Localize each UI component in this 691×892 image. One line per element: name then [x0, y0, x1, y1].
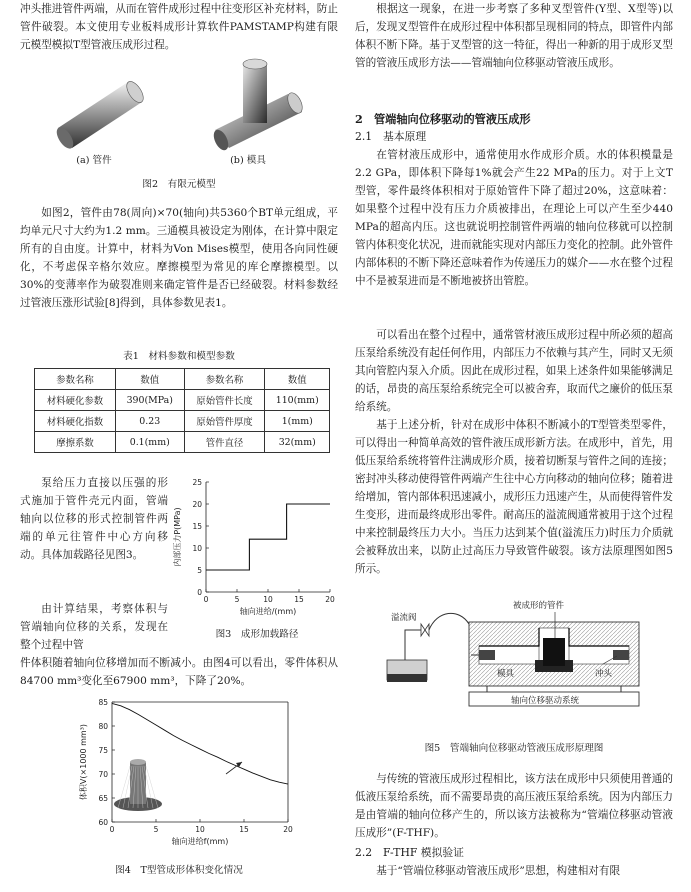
y-tick-label: 15	[192, 522, 202, 531]
x-tick-label: 15	[294, 595, 304, 604]
y-tick-label: 0	[197, 588, 202, 597]
validation-paragraph: 基于“管端位移驱动管液压成形”思想，构建相对有限	[376, 865, 621, 877]
fig3-chart	[170, 474, 338, 616]
fig5-label-valve: 溢流阀	[391, 613, 417, 623]
fig2-caption: 图2 有限元模型	[142, 179, 216, 190]
y-x-tube-paragraph: 根据这一现象，在进一步考察了多种叉型管件(Y型、X型等)以后，发现叉型管件在成形过程中体积都呈现相同的特点，即管件内部体积不断下降。基于叉型管的这一特征，得出一种新的用于成形叉型管的管液压成形方法——管端轴向位移驱动管液压成形。	[355, 3, 673, 69]
table-row	[35, 411, 330, 432]
table-cell: 材料硬化指数	[35, 411, 116, 432]
y-tick-label: 75	[98, 746, 108, 755]
series-line	[206, 504, 330, 570]
table-cell: 管件直径	[184, 432, 265, 453]
x-tick-label: 15	[239, 825, 249, 834]
fthf-paragraph: 与传统的管液压成形过程相比，该方法在成形中只须使用普通的低液压泵给系统，而不需要昂贵的高压液压泵给系统。因为内部压力是由管端的轴向位移产生的，所以该方法被称为“管端位移驱动管液压成形”(F-THF)。	[355, 773, 673, 839]
mesh-top	[130, 759, 146, 765]
table-cell: 0.1(mm)	[115, 432, 184, 453]
fig5-schematic	[385, 598, 655, 732]
y-axis-label: 体积V(×1000 mm³)	[79, 723, 88, 801]
y-tick-label: 5	[197, 566, 202, 575]
fig5-label-die: 模具	[497, 669, 515, 679]
fig5-caption: 图5 管端轴向位移驱动管液压成形原理图	[424, 743, 604, 754]
x-tick-label: 5	[153, 825, 159, 834]
table-cell: 0.23	[115, 411, 184, 432]
table-header-row	[35, 369, 330, 390]
material-table	[34, 368, 330, 453]
section-2-1-heading: 2.1 基本原理	[355, 130, 427, 143]
result-paragraph-start: 由计算结果，考察体积与管端轴向位移的关系，发现在整个过程中管	[20, 603, 168, 651]
fig4-caption: 图4 T型管成形体积变化情况	[115, 865, 243, 876]
x-tick-label: 0	[109, 825, 115, 834]
x-tick-label: 10	[195, 825, 205, 834]
y-tick-label: 80	[98, 722, 108, 731]
table1-caption: 表1 材料参数和模型参数	[123, 351, 235, 362]
x-tick-label: 10	[263, 595, 273, 604]
table-cell: 32(mm)	[265, 432, 330, 453]
result-paragraph-end: 件体积随着轴向位移增加而不断减小。由图4可以看出，零件体积从84700 mm³变化至67900 mm³，下降了20%。	[20, 657, 338, 687]
x-tick-label: 0	[203, 595, 209, 604]
reservoir	[387, 660, 427, 682]
method-paragraph: 基于上述分析，针对在成形中体积不断减小的T型管类型零件，可以得出一种简单高效的管件液压成形新方法。在成形中，首先，用低压泵给系统将管件注满成形介质，接着切断泵与管件之间的连接；密封冲头移动使得管件两端产生往中心方向移动的轴向位移；随着进给增加，管内部体积迅速减小，成形压力迅速产生，从而使得管件发生变形，进而最终成形出零件。耐高压的溢流阀通常被用于这个过程中来控制最终压力大小。当压力达到某个值(溢流压力)时压力介质就会被释放出来，以防止过高压力导致管件破裂。该方法原理图如图5所示。	[355, 419, 673, 575]
table-header-cell: 数值	[265, 369, 330, 390]
fig2b-label: (b) 模具	[230, 155, 266, 166]
principle-paragraph: 在管材液压成形中，通常使用水作成形介质。水的体积模量是2.2 GPa，即体积下降每1%就会产生22 MPa的压力。对于上文T型管，零件最终体积相对于原始管件下降了超过20%，这意味着：如果整个过程中没有压力介质被排出，在理论上可以产生至少440 MPa的超高内压。这也就说明控制管件两端的轴向位移就可以控制管内体积变化状况，进而就能实现对内部压力变化的控制。此外管件内部体积的不断下降还意味着作为传递压力的媒介——水在整个过程中不是被泵进而是不断地被挤出管腔。	[355, 149, 673, 287]
table-cell: 110(mm)	[265, 390, 330, 411]
fig3-caption: 图3 成形加载路径	[215, 629, 299, 640]
pump-paragraph: 可以看出在整个过程中，通常管材液压成形过程中所必须的超高压泵给系统没有起任何作用，内部压力不依赖与其产生，同时又无须其向管腔内泵入介质。因此在成形过程，如果上述条件如果能够满足的话，昂贵的高压泵给系统完全可以被舍弃，取而代之廉价的低压泵给系统。	[355, 329, 673, 413]
y-tick-label: 70	[98, 770, 108, 779]
die-model	[211, 59, 305, 153]
y-axis-label: 内部压力P(MPa)	[173, 507, 182, 567]
x-tick-label: 5	[234, 595, 240, 604]
table-header-cell: 数值	[115, 369, 184, 390]
intro-paragraph: 冲头推进管件两端，从而在管件成形过程中往变形区补充材料，防止管件破裂。本文使用专业板料成形计算软件PAMSTAMP构建有限元模型模拟T型管液压成形过程。	[20, 3, 338, 51]
x-tick-label: 20	[283, 825, 293, 834]
y-tick-label: 65	[98, 794, 108, 803]
table-cell: 原始管件厚度	[184, 411, 265, 432]
table-cell: 原始管件长度	[184, 390, 265, 411]
table-row	[35, 390, 330, 411]
y-tick-label: 10	[192, 544, 202, 553]
x-axis-label: 轴向进给/(mm)	[239, 607, 297, 616]
y-tick-label: 85	[98, 698, 108, 707]
fig5-label-drive: 轴向位移驱动系统	[511, 696, 580, 706]
section-2-2-heading: 2.2 F-THF 模拟验证	[355, 846, 464, 859]
tube-model	[53, 79, 146, 152]
section-2-heading: 2 管端轴向位移驱动的管液压成形	[355, 112, 531, 126]
load-path-paragraph: 泵给压力直接以压强的形式施加于管件壳元内面，管端轴向以位移的形式控制管件两端的单元往管件中心方向移动。具体加载路径见图3。	[20, 477, 168, 561]
table-row	[35, 432, 330, 453]
fig4-chart	[76, 696, 298, 856]
fe-model-paragraph: 如图2，管件由78(周向)×70(轴向)共5360个BT单元组成，平均单元尺寸大约为1.2 mm。三通模具被设定为刚体，在计算中限定所有的自由度。计算中，材料为Von Mises模型，使用各向同性硬化，不考虑保辛格尔效应。摩擦模型为常见的库仑摩擦模型。以30%的变薄率作为破裂准则来确定管件是否已经破裂。材料参数经过管液压涨形试验[8]得到，具体参数见表1。	[20, 207, 338, 309]
x-tick-label: 20	[325, 595, 335, 604]
y-tick-label: 25	[192, 478, 202, 487]
fig2a-label: (a) 管件	[76, 155, 112, 166]
table-cell: 390(MPa)	[115, 390, 184, 411]
fig5-label-part: 被成形的管件	[513, 601, 565, 611]
y-tick-label: 20	[192, 500, 202, 509]
y-tick-label: 60	[98, 818, 108, 827]
mesh-inset-image	[114, 759, 162, 811]
table-cell: 材料硬化参数	[35, 390, 116, 411]
table-cell: 1(mm)	[265, 411, 330, 432]
die-block	[469, 622, 639, 686]
fig5-label-punch: 冲头	[595, 669, 613, 679]
table-header-cell: 参数名称	[184, 369, 265, 390]
x-axis-label: 轴向进给f(mm)	[171, 837, 229, 846]
table-cell: 摩擦系数	[35, 432, 116, 453]
table-header-cell: 参数名称	[35, 369, 116, 390]
